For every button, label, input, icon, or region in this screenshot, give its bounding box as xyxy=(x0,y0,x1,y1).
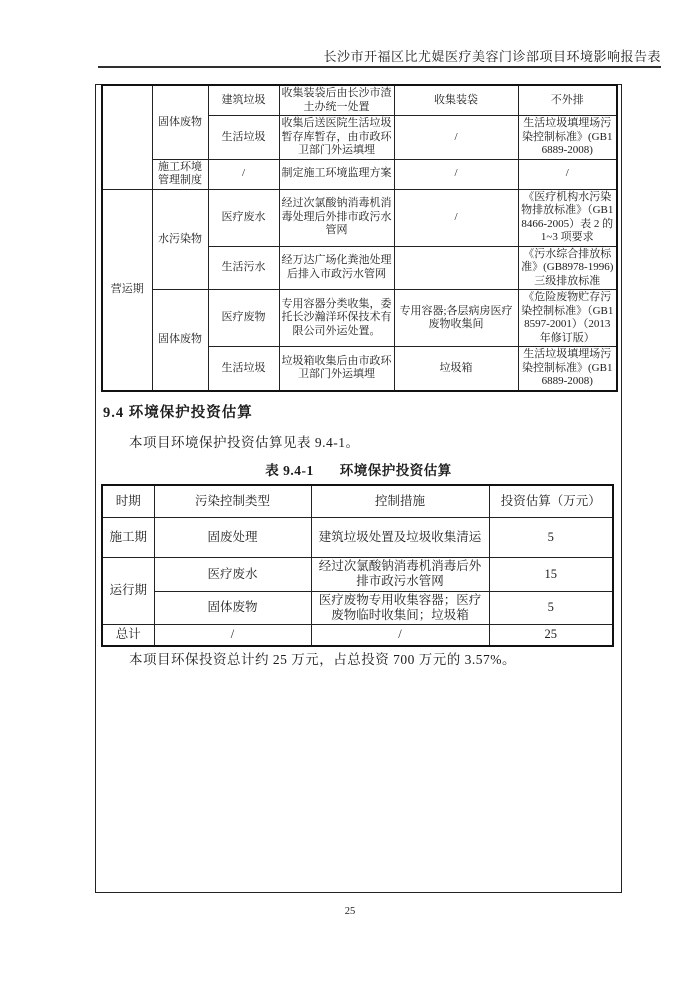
cell-type: 医疗废物 xyxy=(208,290,279,347)
cell-facility: / xyxy=(394,116,518,160)
cell-facility: / xyxy=(394,159,518,189)
cell-measure: 制定施工环境监理方案 xyxy=(279,159,394,189)
cell-cost: 25 xyxy=(489,624,613,646)
cell-category-env-mgmt: 施工环境管理制度 xyxy=(152,159,208,189)
cell-measure: 医疗废物专用收集容器；医疗废物临时收集间；垃圾箱 xyxy=(311,591,489,624)
table-row xyxy=(102,189,617,246)
cell-type: 固废处理 xyxy=(154,517,311,557)
cell-measure: 收集后送医院生活垃圾暂存库暂存，由市政环卫部门外运填埋 xyxy=(279,116,394,160)
cell-period-operation: 运行期 xyxy=(102,557,154,624)
cell-standard: 《医疗机构水污染物排放标准》（GB18466-2005）表 2 的 1~3 项要求 xyxy=(518,189,617,246)
table-row xyxy=(102,159,617,189)
header-rule xyxy=(98,66,661,68)
cell-cost: 15 xyxy=(489,557,613,591)
table-caption-title: 环境保护投资估算 xyxy=(339,463,452,478)
section-heading-9-4: 9.4 环境保护投资估算 xyxy=(103,405,253,421)
page-number: 25 xyxy=(344,906,356,917)
cell-standard: 《污水综合排放标准》(GB8978-1996)三级排放标准 xyxy=(518,246,617,290)
cell-phase-construction-continued xyxy=(102,85,152,189)
table-caption xyxy=(101,459,616,479)
cell-standard: 不外排 xyxy=(518,85,617,116)
cell-measure: / xyxy=(311,624,489,646)
cell-category-water-pollutant: 水污染物 xyxy=(152,189,208,290)
table-row xyxy=(102,290,617,347)
col-header-type: 污染控制类型 xyxy=(154,485,311,517)
cell-period-total: 总计 xyxy=(102,624,154,646)
cell-standard: 《危险废物贮存污染控制标准》（GB18597-2001）（2013 年修订版） xyxy=(518,290,617,347)
cell-cost: 5 xyxy=(489,591,613,624)
table-caption-label: 表 9.4-1 xyxy=(265,463,314,478)
table-row xyxy=(102,591,613,624)
col-header-cost: 投资估算（万元） xyxy=(489,485,613,517)
cell-standard: 生活垃圾填埋场污染控制标准》(GB16889-2008) xyxy=(518,116,617,160)
intro-paragraph: 本项目环境保护投资估算见表 9.4-1。 xyxy=(129,435,360,450)
cell-type: 生活垃圾 xyxy=(208,116,279,160)
cell-period-construction: 施工期 xyxy=(102,517,154,557)
cell-type: 生活垃圾 xyxy=(208,347,279,391)
cell-facility: 垃圾箱 xyxy=(394,347,518,391)
cell-standard: / xyxy=(518,159,617,189)
investment-estimate-table xyxy=(101,484,614,647)
cell-category-solid-waste-operation: 固体废物 xyxy=(152,290,208,391)
cell-facility: / xyxy=(394,189,518,246)
table-row xyxy=(102,557,613,591)
cell-facility: 专用容器;各层病房医疗废物收集间 xyxy=(394,290,518,347)
table-row xyxy=(102,517,613,557)
cell-facility xyxy=(394,246,518,290)
cell-type: 医疗废水 xyxy=(208,189,279,246)
cell-category-solid-waste: 固体废物 xyxy=(152,85,208,159)
cell-type: 固体废物 xyxy=(154,591,311,624)
mitigation-measures-table xyxy=(101,84,618,392)
cell-facility: 收集装袋 xyxy=(394,85,518,116)
cell-measure: 收集装袋后由长沙市渣土办统一处置 xyxy=(279,85,394,116)
cell-phase-operation: 营运期 xyxy=(102,189,152,391)
table-header-row xyxy=(102,485,613,517)
cell-measure: 专用容器分类收集，委托长沙瀚洋环保技术有限公司外运处置。 xyxy=(279,290,394,347)
table-row xyxy=(102,624,613,646)
table-row xyxy=(102,85,617,116)
cell-measure: 经万达广场化粪池处理后排入市政污水管网 xyxy=(279,246,394,290)
cell-standard: 生活垃圾填埋场污染控制标准》(GB16889-2008) xyxy=(518,347,617,391)
cell-type: / xyxy=(208,159,279,189)
cell-type: 医疗废水 xyxy=(154,557,311,591)
cell-measure: 经过次氯酸钠消毒机消毒处理后外排市政污水管网 xyxy=(279,189,394,246)
investment-summary-note: 本项目环保投资总计约 25 万元，占总投资 700 万元的 3.57%。 xyxy=(129,652,516,667)
cell-type: 建筑垃圾 xyxy=(208,85,279,116)
cell-cost: 5 xyxy=(489,517,613,557)
cell-measure: 建筑垃圾处置及垃圾收集清运 xyxy=(311,517,489,557)
col-header-period: 时期 xyxy=(102,485,154,517)
cell-measure: 经过次氯酸钠消毒机消毒后外排市政污水管网 xyxy=(311,557,489,591)
report-header-title: 长沙市开福区比尤媞医疗美容门诊部项目环境影响报告表 xyxy=(323,49,661,64)
cell-type: 生活污水 xyxy=(208,246,279,290)
col-header-measure: 控制措施 xyxy=(311,485,489,517)
cell-measure: 垃圾箱收集后由市政环卫部门外运填埋 xyxy=(279,347,394,391)
cell-type: / xyxy=(154,624,311,646)
